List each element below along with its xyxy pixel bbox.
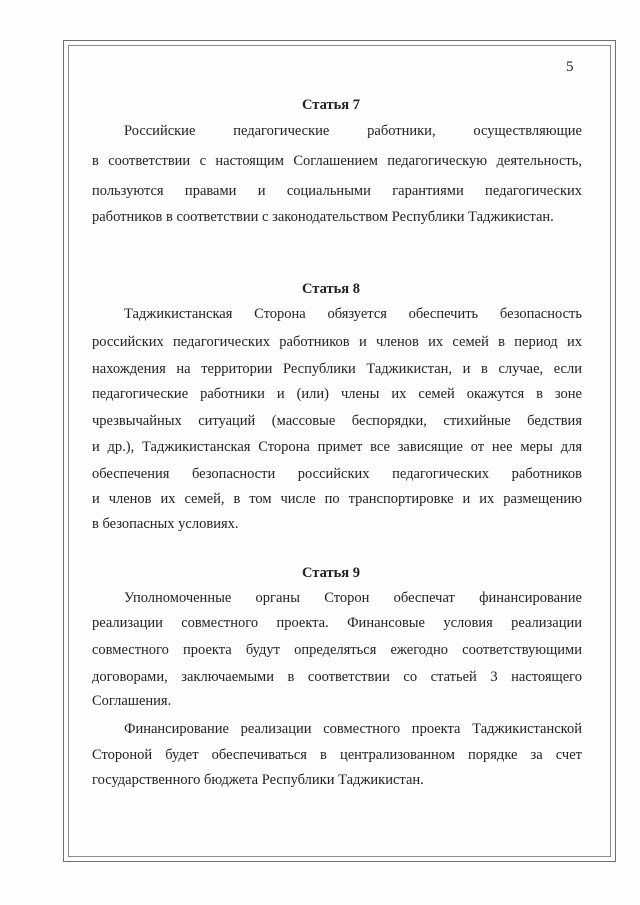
article-8-line: обеспечения безопасности российских педагогических работников [92, 466, 582, 482]
article-8-line: нахождения на территории Республики Таджикистан, и в случае, если [92, 361, 582, 377]
article-8-line: и др.), Таджикистанская Сторона примет все зависящие от нее меры для [92, 439, 582, 455]
article-8-line: и членов их семей, в том числе по транспортировке и их размещению [92, 491, 582, 507]
article-8-line: в безопасных условиях. [92, 516, 239, 532]
article-9-line: совместного проекта будут определяться ежегодно соответствующими [92, 642, 582, 658]
article-9-line: государственного бюджета Республики Таджикистан. [92, 772, 424, 788]
article-7-line: Российские педагогические работники, осуществляющие [124, 123, 582, 139]
article-7-line: работников в соответствии с законодательством Республики Таджикистан. [92, 209, 554, 225]
article-9-line: Финансирование реализации совместного проекта Таджикистанской [124, 721, 582, 737]
article-9-line: Соглашения. [92, 693, 172, 709]
article-7-heading: Статья 7 [302, 97, 360, 113]
article-9-line: реализации совместного проекта. Финансовые условия реализации [92, 615, 582, 631]
article-8-line: российских педагогических работников и членов их семей в период их [92, 334, 582, 350]
article-8-line: Таджикистанская Сторона обязуется обеспечить безопасность [124, 306, 582, 322]
article-8-heading: Статья 8 [302, 281, 360, 297]
article-8-line: чрезвычайных ситуаций (массовые беспорядки, стихийные бедствия [92, 413, 582, 429]
article-7-line: в соответствии с настоящим Соглашением педагогическую деятельность, [92, 153, 582, 169]
article-9-heading: Статья 9 [302, 565, 360, 581]
page-number: 5 [566, 59, 574, 75]
article-9-line: Уполномоченные органы Сторон обеспечат финансирование [124, 590, 582, 606]
article-9-line: договорами, заключаемыми в соответствии со статьей 3 настоящего [92, 669, 582, 685]
article-9-line: Стороной будет обеспечиваться в централизованном порядке за счет [92, 747, 582, 763]
article-8-line: педагогические работники и (или) члены их семей окажутся в зоне [92, 386, 582, 402]
article-7-line: пользуются правами и социальными гарантиями педагогических [92, 183, 582, 199]
